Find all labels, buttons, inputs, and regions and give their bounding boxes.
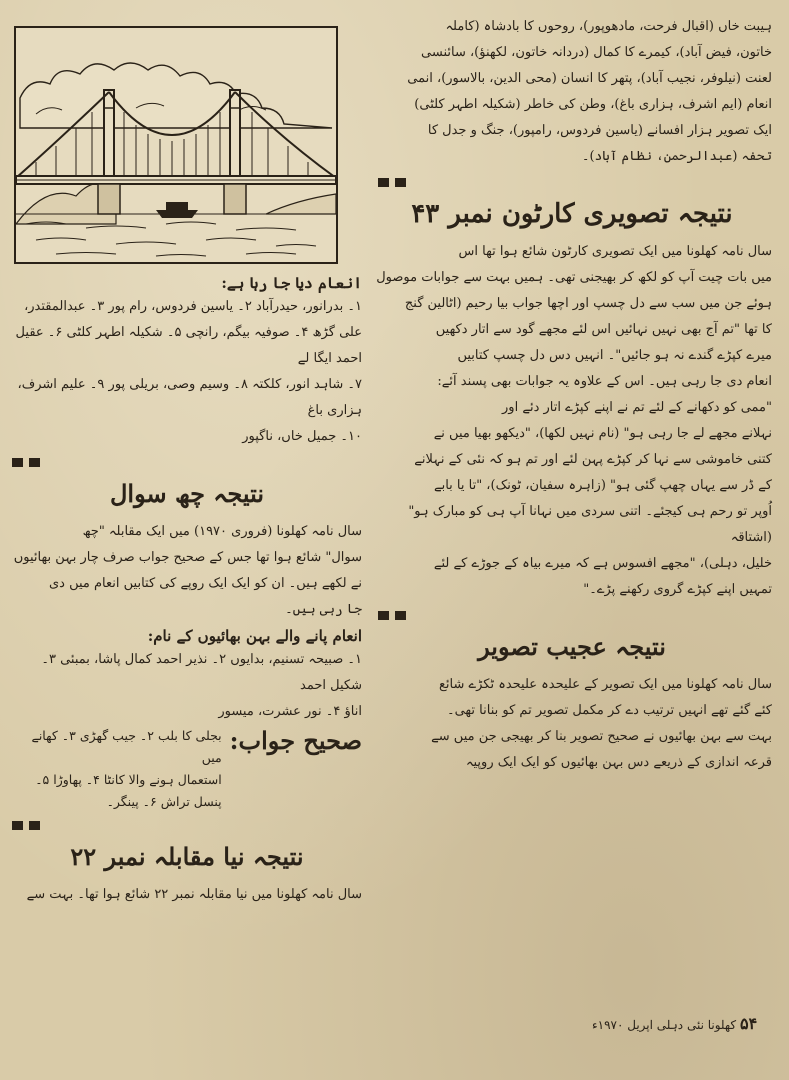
text-line: بجلی کا بلب ۲۔ جیب گھڑی ۳۔ کھانے میں: [31, 728, 222, 765]
text-line: "ممی کو دکھانے کے لئے تم نے اپنے کپڑے اتار دئے اور: [502, 400, 772, 415]
text-line: ۱۔ صبیحہ تسنیم، بدایوں ۲۔ نذیر احمد کمال پاشا، بمبئی ۳۔ شکیل احمد: [41, 652, 362, 693]
text-line: کتنی خاموشی سے نہا کر کپڑے پہن لئے اور تم ہو کہ نئی کے نہلانے: [414, 452, 772, 467]
text-line: ۱۔ بدرانور، حیدرآباد ۲۔ یاسین فردوس، رام پور ۳۔ عبدالمقتدر،: [24, 299, 362, 314]
text-line: خاتون، فیض آباد)، کیمرے کا کمال (دردانہ خاتون، لکھنؤ)، سائنسی: [421, 45, 772, 60]
prize-list: [12, 294, 362, 450]
divider-square: [378, 178, 389, 187]
winners-list: [12, 647, 362, 725]
answer-title: صحیح جواب:: [229, 726, 362, 755]
divider-square: [12, 821, 23, 830]
text-line: نے لکھے ہیں۔ ان کو ایک ایک روپے کی کتابیں انعام میں دی: [48, 576, 362, 591]
text-line: کے ڈر سے یہاں چھپ گئی ہو" (زاہرہ سفیان، ٹونک)، "تا یا بابے: [433, 478, 772, 493]
section-divider: [12, 458, 362, 467]
text-line: سال نامہ کھلونا میں ایک تصویر کے علیحدہ علیحدہ ٹکڑے شائع: [438, 677, 772, 692]
text-line: انعام دی جا رہی ہیں۔ اس کے علاوہ یہ جوابات بھی پسند آئے:: [437, 374, 772, 389]
text-line: سوال" شائع ہوا تھا جس کے صحیح جواب صرف چار بہن بھائیوں: [13, 550, 362, 565]
correct-answer-block: [12, 725, 362, 813]
left-column: [12, 270, 362, 908]
questions-heading: نتیجہ چھ سوال: [109, 479, 265, 508]
intro-paragraph: [372, 14, 772, 170]
text-line: خلیل، دہلی)، "مجھے افسوس ہے کہ میرے بیاہ کے جوڑے کے لئے: [433, 556, 772, 571]
divider-square: [395, 178, 406, 187]
contest-heading: نتیجہ نیا مقابلہ نمبر ۲۲: [70, 842, 304, 871]
prize-intro: انعام دیا جا رہا ہے:: [221, 274, 362, 292]
text-line: تمہیں اپنے کپڑے گروی رکھنے پڑے۔": [583, 582, 772, 597]
text-line: سال نامہ کھلونا میں ایک تصویری کارٹون شائع ہوا تھا اس: [458, 244, 772, 259]
section-divider: [372, 178, 772, 187]
text-line: سال نامہ کھلونا میں نیا مقابلہ نمبر ۲۲ شائع ہوا تھا۔ بہت سے: [26, 887, 362, 902]
right-column: [372, 14, 772, 776]
divider-square: [378, 611, 389, 620]
divider-square: [29, 458, 40, 467]
text-line: کا تھا "تم آج بھی نہیں نہائیں اس لئے مجھے گود سے اتار دکھیں: [435, 322, 772, 337]
text-line: علی گڑھ ۴۔ صوفیہ بیگم، رانچی ۵۔ شکیلہ اطہر کلٹی ۶۔ عقیل احمد ایگا لے: [15, 325, 362, 366]
text-line: تحفہ (عبدالرحمن، نظام آباد)۔: [581, 149, 772, 164]
text-line: جا رہی ہیں۔: [285, 602, 362, 617]
text-line: ایک تصویر ہزار افسانے (یاسین فردوس، رامپور)، جنگ و جدل کا: [427, 123, 772, 138]
section-divider: [372, 611, 772, 620]
text-line: اناؤ ۴۔ نور عشرت، میسور: [218, 704, 362, 719]
text-line: نہلانے مجھے لے جا رہی ہو" (نام نہیں لکھا)، "دیکھو بھیا میں نے: [433, 426, 772, 441]
suspension-bridge-drawing: [16, 28, 336, 262]
picture-heading: نتیجہ عجیب تصویر: [478, 632, 666, 661]
text-line: ہوئے جن میں سب سے دل چسپ اور اچھا جواب بیا رحیم (اٹالین گنج: [404, 296, 772, 311]
questions-paragraph: [12, 519, 362, 623]
text-line: انعام (ایم اشرف، ہزاری باغ)، وطن کی خاطر (شکیلہ اطہر کلٹی): [414, 97, 772, 112]
page-number: ۵۴: [739, 1014, 758, 1033]
answer-text: [12, 725, 222, 813]
text-line: استعمال ہونے والا کانٹا ۴۔ پھاوڑا ۵۔ پنسل تراش ۶۔ پینگر۔: [35, 772, 222, 809]
text-line: کئے گئے تھے انہیں ترتیب دے کر مکمل تصویر تم کو بنانا تھی۔: [446, 703, 772, 718]
divider-square: [12, 458, 23, 467]
bridge-illustration: [14, 26, 338, 264]
text-line: سال نامہ کھلونا (فروری ۱۹۷۰) میں ایک مقابلہ "چھ: [82, 524, 362, 539]
cartoon-heading: نتیجہ تصویری کارٹون نمبر ۴۳: [411, 199, 733, 229]
divider-square: [395, 611, 406, 620]
text-line: لعنت (نیلوفر، نجیب آباد)، پتھر کا انسان (محی الدین، بالاسور)، انمی: [407, 71, 772, 86]
contest-paragraph: [12, 882, 362, 908]
divider-square: [29, 821, 40, 830]
text-line: ۷۔ شاہد انور، کلکتہ ۸۔ وسیم وصی، بریلی پور ۹۔ علیم اشرف، ہزاری باغ: [17, 377, 362, 418]
issue-info: کھلونا نئی دہلی اپریل ۱۹۷۰ء: [592, 1018, 737, 1032]
winners-title: انعام پانے والے بہن بھائیوں کے نام:: [147, 627, 362, 645]
text-line: ہیبت خاں (اقبال فرحت، مادھوپور)، روحوں کا بادشاہ (کاملہ: [445, 19, 772, 34]
text-line: بہت سے بہن بھائیوں نے صحیح تصویر بنا کر بھیجی جن میں سے: [431, 729, 772, 744]
text-line: اُوپر تو رحم ہی کیجئے۔ اتنی سردی میں نہانا آپ ہی کو مبارک ہو" (اشتاقہ: [408, 504, 772, 545]
text-line: قرعہ اندازی کے ذریعے دس بہن بھائیوں کو ایک ایک روپیہ: [465, 755, 772, 770]
picture-paragraph: [372, 672, 772, 776]
section-divider: [12, 821, 362, 830]
text-line: ۱۰۔ جمیل خاں، ناگپور: [242, 429, 362, 444]
cartoon-paragraph: [372, 239, 772, 603]
text-line: میرے کپڑے گندے نہ ہو جائیں"۔ انہیں دس دل چسپ کتابیں: [457, 348, 772, 363]
page-footer: [592, 1014, 757, 1033]
text-line: میں بات چیت آپ کو لکھ کر بھیجنی تھی۔ ہمیں بہت سے جوابات موصول: [376, 270, 772, 285]
